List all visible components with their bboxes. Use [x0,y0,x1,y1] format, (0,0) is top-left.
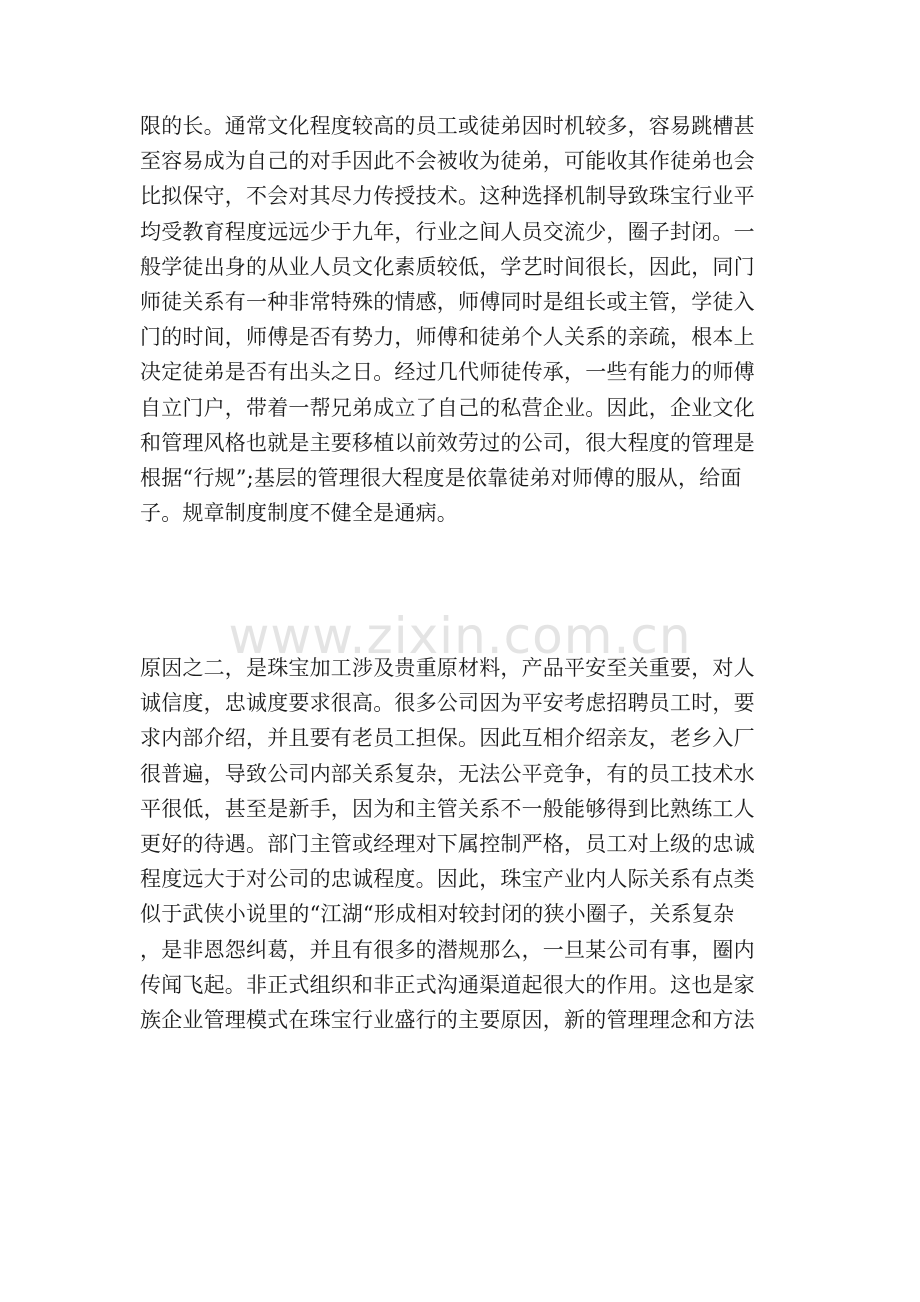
text-line: 诚信度，忠诚度要求很高。很多公司因为平安考虑招聘员工时，要 [140,691,755,716]
text-line: 程度远大于对公司的忠诚程度。因此，珠宝产业内人际关系有点类 [140,867,755,892]
text-line: 决定徒弟是否有出头之日。经过几代师徒传承，一些有能力的师傅 [140,360,755,385]
text-line: ，是非恩怨纠葛，并且有很多的潜规那么，一旦某公司有事，圈内 [140,937,755,962]
text-line: 门的时间，师傅是否有势力，师傅和徒弟个人关系的亲疏，根本上 [140,325,755,350]
paragraph-1 [140,109,780,531]
text-line: 似于武侠小说里的“江湖“形成相对较封闭的狭小圈子，关系复杂 [140,902,735,927]
text-line: 至容易成为自己的对手因此不会被收为徒弟，可能收其作徒弟也会 [140,149,755,174]
text-line: 根据“行规”;基层的管理很大程度是依靠徒弟对师傅的服从，给面 [140,465,742,490]
text-line: 比拟保守，不会对其尽力传授技术。这种选择机制导致珠宝行业平 [140,184,755,209]
text-line: 子。规章制度制度不健全是通病。 [140,501,458,526]
text-line: 传闻飞起。非正式组织和非正式沟通渠道起很大的作用。这也是家 [140,972,755,997]
text-line: 般学徒出身的从业人员文化素质较低，学艺时间很长，因此，同门 [140,254,755,279]
text-line: 自立门户，带着一帮兄弟成立了自己的私营企业。因此，企业文化 [140,395,755,420]
text-line: 原因之二，是珠宝加工涉及贵重原材料，产品平安至关重要，对人 [140,656,755,680]
text-line: 族企业管理模式在珠宝行业盛行的主要原因，新的管理理念和方法 [140,1007,755,1032]
paragraph-2 [140,651,780,1038]
text-line: 平很低，甚至是新手，因为和主管关系不一般能够得到比熟练工人 [140,796,755,821]
text-line: 更好的待遇。部门主管或经理对下属控制严格，员工对上级的忠诚 [140,831,755,856]
text-line: 限的长。通常文化程度较高的员工或徒弟因时机较多，容易跳槽甚 [140,114,755,138]
text-line: 求内部介绍，并且要有老员工担保。因此互相介绍亲友，老乡入厂 [140,726,755,751]
watermark: www.zixin.com.cn [228,607,692,665]
text-line: 均受教育程度远远少于九年，行业之间人员交流少，圈子封闭。一 [140,219,755,244]
text-line: 师徒关系有一种非常特殊的情感，师傅同时是组长或主管，学徒入 [140,289,755,314]
text-line: 和管理风格也就是主要移植以前效劳过的公司，很大程度的管理是 [140,430,755,455]
text-line: 很普遍，导致公司内部关系复杂，无法公平竞争，有的员工技术水 [140,761,755,786]
